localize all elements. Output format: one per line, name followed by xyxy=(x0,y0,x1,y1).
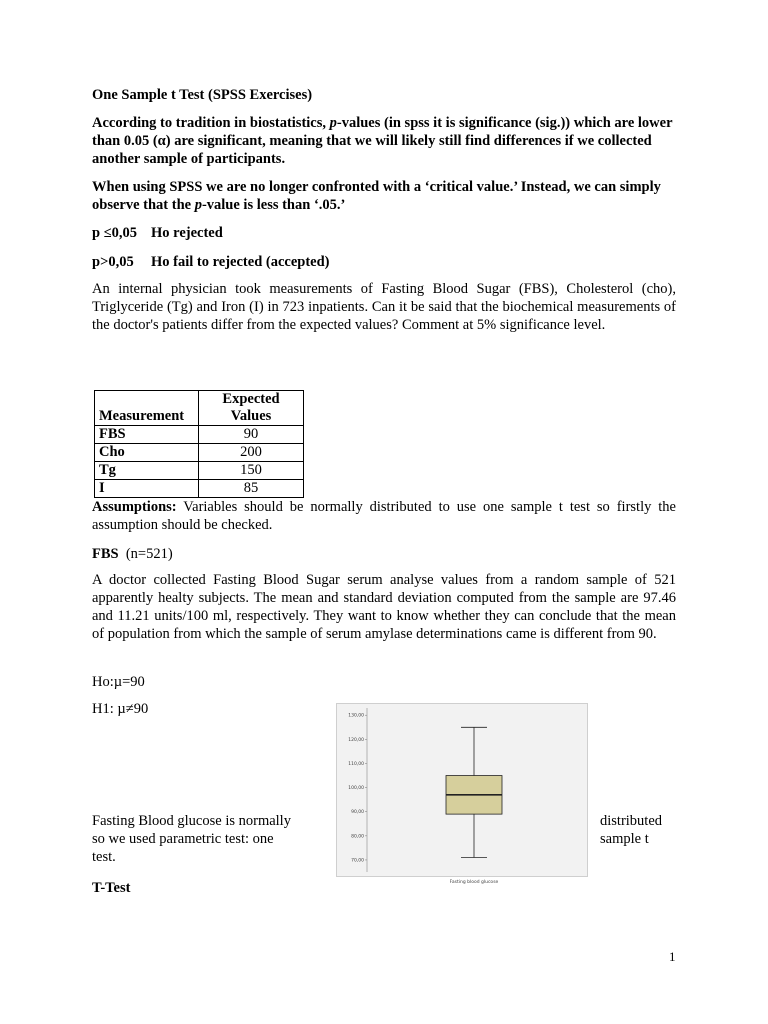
fbs-label: FBS xyxy=(92,546,119,562)
normality-right-line2: sample t xyxy=(600,831,649,847)
header-measurement: Measurement xyxy=(95,391,199,426)
row-value: 200 xyxy=(199,444,304,462)
para2-post: -value is less than ‘.05.’ xyxy=(201,197,346,213)
assumptions-text: Variables should be normally distributed to use one sample t test so firstly the assumption should be checked. xyxy=(92,499,676,533)
fbs-description-paragraph: A doctor collected Fasting Blood Sugar serum analyse values from a random sample of 521 apparently healty subjects. The mean and standard deviation computed from the sample are 97.46 and 11.21 units/100 ml, respectively. They want to know whether they can conclude that the mean of population from which the sample of serum amylase determinations came is different from 90. xyxy=(92,572,676,642)
document-title: One Sample t Test (SPSS Exercises) xyxy=(92,87,313,103)
y-tick-label: 90,00 xyxy=(351,810,364,816)
rule1-condition: p ≤0,05 xyxy=(92,225,138,241)
para1-pre: According to tradition in biostatistics, xyxy=(92,115,330,131)
row-name: Tg xyxy=(95,462,199,480)
y-tick-label: 80,00 xyxy=(351,834,364,840)
row-name: I xyxy=(95,480,199,498)
row-value: 85 xyxy=(199,480,304,498)
y-tick-label: 120,00 xyxy=(348,737,364,743)
fbs-n: (n=521) xyxy=(118,546,173,562)
decision-rule-reject xyxy=(92,224,223,242)
para1-post: -values (in spss it is significance (sig.)) which are lower than 0.05 (α) are significant, meaning that we will likely still find differences if we collected another sample of participants. xyxy=(92,115,673,167)
para2-p-italic: p xyxy=(194,197,202,213)
table-row xyxy=(95,426,304,444)
normality-left-line3: test. xyxy=(92,849,116,865)
row-name: Cho xyxy=(95,444,199,462)
fbs-heading xyxy=(92,545,173,563)
fbs-boxplot xyxy=(336,703,588,885)
table-row xyxy=(95,444,304,462)
header-expected-line1: Expected xyxy=(222,391,280,407)
rule2-condition: p>0,05 xyxy=(92,254,134,270)
problem-intro-paragraph: An internal physician took measurements of Fasting Blood Sugar (FBS), Cholesterol (cho), Triglyceride (Tg) and Iron (I) in 723 inpatients. Can it be said that the biochemical measurements of the doctor's patients differ from the expected values? Comment at 5% significance level. xyxy=(92,281,676,333)
ttest-heading: T-Test xyxy=(92,880,131,896)
x-category-label: Fasting blood glucose xyxy=(449,880,499,885)
y-tick-label: 100,00 xyxy=(348,786,364,792)
y-tick-label: 130,00 xyxy=(348,713,364,719)
header-expected-line2: Values xyxy=(230,408,272,424)
row-value: 150 xyxy=(199,462,304,480)
page-number: 1 xyxy=(669,949,676,964)
assumptions-paragraph xyxy=(92,498,676,534)
spss-critical-value-paragraph xyxy=(92,178,676,214)
row-name: FBS xyxy=(95,426,199,444)
pvalue-tradition-paragraph xyxy=(92,114,676,168)
normality-right-line1: distributed xyxy=(600,813,663,829)
y-tick-label: 110,00 xyxy=(348,761,364,767)
normality-conclusion-left xyxy=(92,812,322,866)
normality-left-line1: Fasting Blood glucose is normally xyxy=(92,813,291,829)
rule1-result: Ho rejected xyxy=(151,225,223,241)
boxplot-svg xyxy=(337,704,587,886)
alternative-hypothesis: H1: µ≠90 xyxy=(92,701,149,717)
table-row xyxy=(95,462,304,480)
table-header-row xyxy=(95,391,304,426)
expected-values-table xyxy=(94,390,304,498)
normality-left-line2: so we used parametric test: one xyxy=(92,831,274,847)
null-hypothesis: Ho:µ=90 xyxy=(92,674,145,690)
para2-pre: When using SPSS we are no longer confronted with a ‘critical value.’ Instead, we can simply observe that the xyxy=(92,179,661,213)
normality-conclusion-right xyxy=(600,812,662,848)
decision-rule-fail-to-reject xyxy=(92,253,330,271)
y-tick-label: 70,00 xyxy=(351,858,364,864)
table-row xyxy=(95,480,304,498)
assumptions-label: Assumptions: xyxy=(92,499,177,515)
header-expected-values xyxy=(199,391,304,426)
para1-p-italic: p xyxy=(329,115,337,131)
row-value: 90 xyxy=(199,426,304,444)
rule2-result: Ho fail to rejected (accepted) xyxy=(151,254,330,270)
